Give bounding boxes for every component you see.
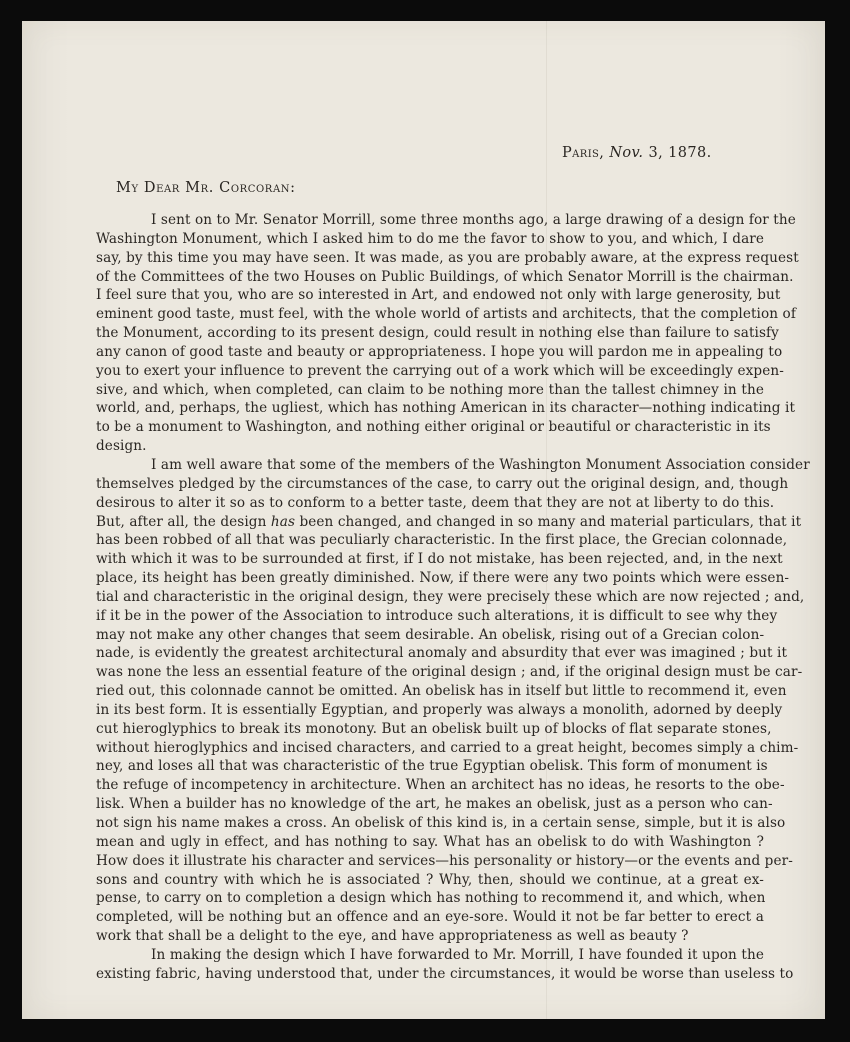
emphasis: has <box>270 513 296 530</box>
letter-line: nade, is evidently the greatest architectural anomaly and absurdity that ever was imagined ; but it <box>96 645 788 662</box>
letter-line: not sign his name makes a cross. An obelisk of this kind is, in a certain sense, simple, but it is also <box>96 815 786 831</box>
letter-line: In making the design which I have forwarded to Mr. Morrill, I have founded it upon the <box>151 946 764 963</box>
letter-line: tial and characteristic in the original design, they were precisely these which are now rejected ; and, <box>96 588 805 605</box>
letter-line: I sent on to Mr. Senator Morrill, some three months ago, a large drawing of a design for the <box>151 212 796 228</box>
letter-line: if it be in the power of the Association to introduce such alterations, it is difficult to see why they <box>96 607 778 624</box>
letter-line: in its best form. It is essentially Egyptian, and properly was always a monolith, adorned by deeply <box>96 701 783 718</box>
letter-line: How does it illustrate his character and services—his personality or history—or the events and per- <box>96 852 793 869</box>
letter-line: world, and, perhaps, the ugliest, which has nothing American in its character—nothing indicating it <box>96 400 796 417</box>
letter-line: completed, will be nothing but an offence and an eye-sore. Would it not be far better to erect a <box>96 909 764 926</box>
letter-line: I am well aware that some of the members of the Washington Monument Association consider <box>151 456 810 473</box>
letter-line: with which it was to be surrounded at first, if I do not mistake, has been rejected, and, in the next <box>96 551 783 568</box>
dateline <box>562 145 712 161</box>
dateline-place: Paris, <box>562 145 605 161</box>
letter-line: the Monument, according to its present design, could result in nothing else than failure to satisfy <box>96 325 779 342</box>
letter-line: you to exert your influence to prevent the carrying out of a work which will be exceedingly expen- <box>96 362 784 379</box>
letter-line: place, its height has been greatly diminished. Now, if there were any two points which were essen- <box>96 570 790 587</box>
letter-line: was none the less an essential feature of the original design ; and, if the original design must be car- <box>96 664 803 681</box>
dateline-day-year: 3, 1878. <box>648 145 712 161</box>
letter-line: But, after all, the design has been changed, and changed in so many and material particulars, that it <box>96 513 802 530</box>
letter-line: cut hieroglyphics to break its monotony. But an obelisk built up of blocks of flat separate stones, <box>96 720 772 737</box>
letter-line: mean and ugly in effect, and has nothing to say. What has an obelisk to do with Washington ? <box>96 833 764 850</box>
letter-line: lisk. When a builder has no knowledge of the art, he makes an obelisk, just as a person who can- <box>96 796 773 813</box>
letter-line: existing fabric, having understood that, under the circumstances, it would be worse than useless to <box>96 965 794 982</box>
letter-line: any canon of good taste and beauty or appropriateness. I hope you will pardon me in appealing to <box>96 343 783 360</box>
letter-line: design. <box>96 438 147 455</box>
letter-line: Washington Monument, which I asked him to do me the favor to show to you, and which, I dare <box>96 230 765 247</box>
letter-line: pense, to carry on to completion a design which has nothing to recommend it, and which, when <box>96 890 766 907</box>
salutation: My Dear Mr. Corcoran: <box>116 180 296 196</box>
letter-line: ried out, this colonnade cannot be omitted. An obelisk has in itself but little to recommend it, even <box>96 683 787 700</box>
letter-line: say, by this time you may have seen. It was made, as you are probably aware, at the express request <box>96 249 799 266</box>
letter-line: has been robbed of all that was peculiarly characteristic. In the first place, the Grecian colonnade, <box>96 532 788 549</box>
letter-line: may not make any other changes that seem desirable. An obelisk, rising out of a Grecian colon- <box>96 626 765 643</box>
letter-line: to be a monument to Washington, and nothing either original or beautiful or characteristic in its <box>96 419 771 436</box>
letter-page <box>22 21 825 1019</box>
letter-line: of the Committees of the two Houses on Public Buildings, of which Senator Morrill is the chairman. <box>96 268 794 285</box>
letter-line: sons and country with which he is associated ? Why, then, should we continue, at a great ex- <box>96 871 764 888</box>
letter-line: work that shall be a delight to the eye, and have appropriateness as well as beauty ? <box>96 928 689 945</box>
letter-line: ney, and loses all that was characteristic of the true Egyptian obelisk. This form of monument is <box>96 758 768 775</box>
letter-line: desirous to alter it so as to conform to a better taste, deem that they are not at liberty to do this. <box>96 494 775 511</box>
letter-line: the refuge of incompetency in architecture. When an architect has no ideas, he resorts to the obe- <box>96 777 785 794</box>
letter-line: I feel sure that you, who are so interested in Art, and endowed not only with large generosity, but <box>96 287 781 304</box>
letter-line: themselves pledged by the circumstances of the case, to carry out the original design, and, though <box>96 475 789 492</box>
dateline-month: Nov. <box>609 145 644 161</box>
letter-line: without hieroglyphics and incised characters, and carried to a great height, becomes simply a chim- <box>96 739 799 756</box>
letter-line: sive, and which, when completed, can claim to be nothing more than the tallest chimney in the <box>96 381 764 398</box>
letter-body <box>96 211 810 984</box>
letter-line: eminent good taste, must feel, with the whole world of artists and architects, that the completion of <box>96 306 796 323</box>
